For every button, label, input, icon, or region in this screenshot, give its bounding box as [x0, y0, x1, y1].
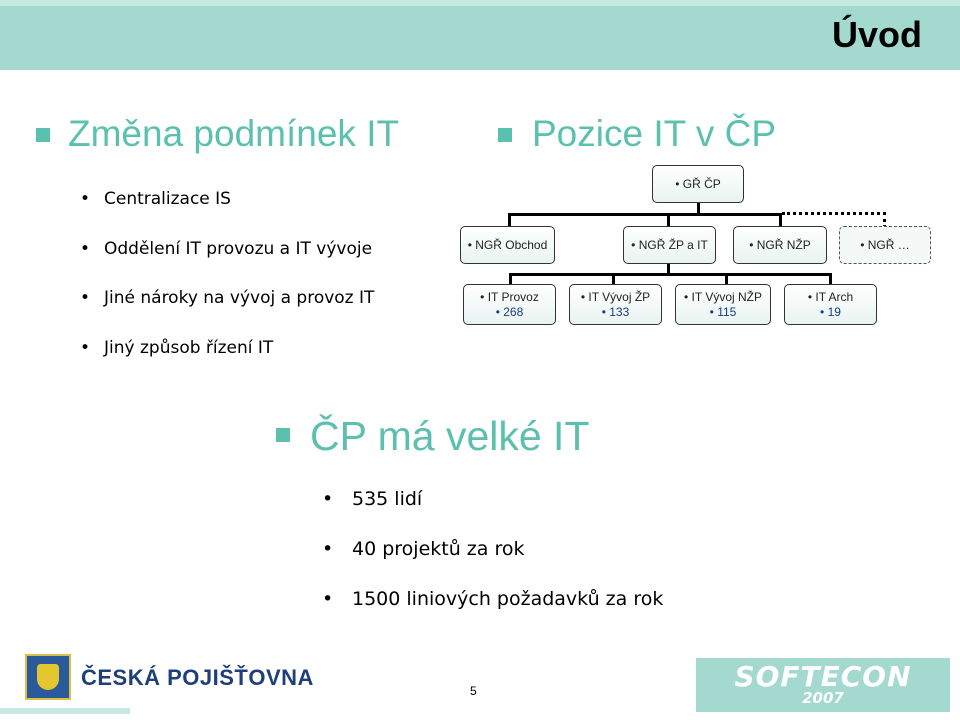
softecon-logo: SOFTECON 2007: [696, 658, 950, 712]
bullet-dot-icon: •: [322, 588, 334, 610]
org-node-level2: • NGŘ NŽP: [733, 226, 827, 264]
bullet-dot-icon: •: [322, 488, 334, 510]
org-connector: [508, 213, 782, 216]
org-node-level3: • IT Vývoj NŽP • 115: [675, 284, 771, 325]
list-item: • Jiný způsob řízení IT: [80, 338, 274, 358]
shield-icon: [25, 654, 71, 700]
ceska-pojistovna-logo: ČESKÁ POJIŠŤOVNA: [25, 654, 275, 702]
bullet-dot-icon: •: [631, 238, 639, 252]
footer-band: [0, 708, 130, 714]
bullet-dot-icon: •: [807, 290, 816, 304]
page-number: 5: [470, 684, 477, 698]
org-node-level3: • IT Vývoj ŽP • 133: [569, 284, 662, 325]
slide-title: Úvod: [832, 14, 922, 55]
list-item: • Oddělení IT provozu a IT vývoje: [80, 239, 373, 259]
title-band: [0, 0, 960, 6]
bullet-dot-icon: •: [675, 177, 683, 191]
square-bullet-icon: [276, 428, 290, 442]
list-item: • Jiné nároky na vývoj a provoz IT: [80, 288, 375, 308]
bullet-dot-icon: •: [322, 538, 334, 560]
list-item: • 40 projektů za rok: [322, 538, 525, 560]
org-node-level2: • NGŘ Obchod: [460, 226, 555, 264]
bullet-dot-icon: •: [495, 305, 504, 319]
list-item: • 1500 liniových požadavků za rok: [322, 588, 664, 610]
bullet-dot-icon: •: [860, 238, 868, 252]
bullet-dot-icon: •: [80, 189, 91, 209]
right-heading: Pozice IT v ČP: [532, 113, 777, 154]
bullet-dot-icon: •: [80, 288, 91, 308]
org-node-level3: • IT Arch • 19: [784, 284, 877, 325]
list-item: • Centralizace IS: [80, 189, 231, 209]
square-bullet-icon: [36, 128, 50, 142]
left-heading: Změna podmínek IT: [68, 113, 400, 154]
bullet-dot-icon: •: [820, 305, 828, 319]
list-item: • 535 lidí: [322, 488, 423, 510]
title-bar: [0, 0, 960, 70]
bullet-dot-icon: •: [709, 305, 718, 319]
bullet-dot-icon: •: [480, 290, 488, 304]
bullet-dot-icon: •: [749, 238, 757, 252]
square-bullet-icon: [498, 128, 512, 142]
org-node-level2: • NGŘ …: [839, 226, 931, 264]
org-node-level2: • NGŘ ŽP a IT: [623, 226, 716, 264]
bullet-dot-icon: •: [601, 305, 610, 319]
org-node-level3: • IT Provoz • 268: [463, 284, 556, 325]
bottom-heading: ČP má velké IT: [310, 413, 590, 459]
org-connector-dotted: [782, 212, 886, 215]
org-node-root: • GŘ ČP: [652, 165, 744, 203]
org-connector: [509, 273, 832, 276]
bullet-dot-icon: •: [683, 290, 692, 304]
bullet-dot-icon: •: [80, 338, 91, 358]
bullet-dot-icon: •: [467, 238, 476, 252]
bullet-dot-icon: •: [80, 239, 91, 259]
bullet-dot-icon: •: [580, 290, 589, 304]
